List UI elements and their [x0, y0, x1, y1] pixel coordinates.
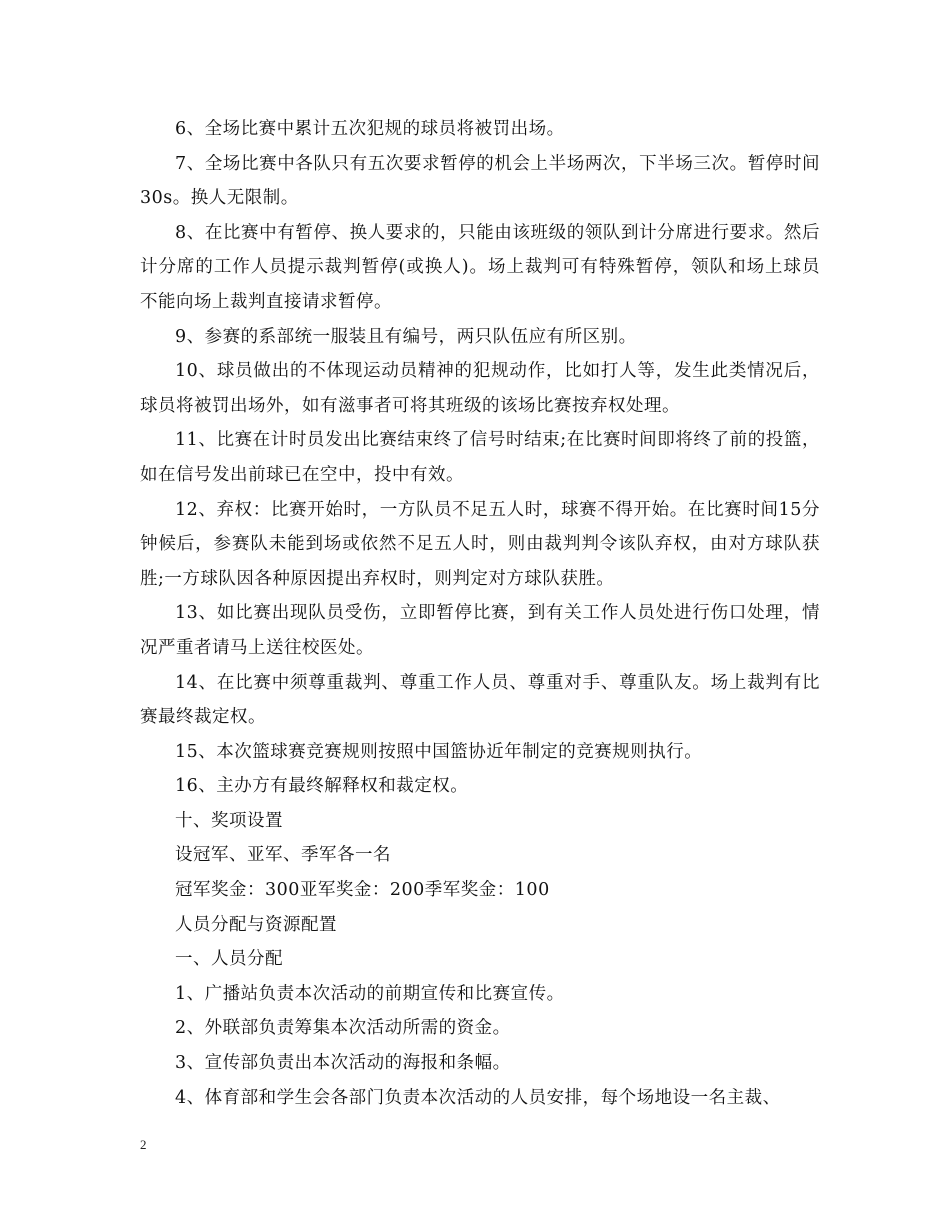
rule-paragraph-7: 7、全场比赛中各队只有五次要求暂停的机会上半场两次，下半场三次。暂停时间30s。换人无限制。 — [140, 153, 820, 209]
rule-paragraph-12: 12、弃权：比赛开始时，一方队员不足五人时，球赛不得开始。在比赛时间15分钟候后，参赛队未能到场或依然不足五人时，则由裁判判令该队弃权，由对方球队获胜;一方球队因各种原因提出弃权时，则判定对方球队获胜。 — [140, 499, 820, 589]
staff-item-4: 4、体育部和学生会各部门负责本次活动的人员安排，每个场地设一名主裁、 — [175, 1087, 781, 1108]
section-heading-staffing: 人员分配与资源配置 — [175, 914, 337, 935]
staff-item-3: 3、宣传部负责出本次活动的海报和条幅。 — [175, 1053, 511, 1074]
awards-line: 设冠军、亚军、季军各一名 — [175, 845, 391, 866]
rule-paragraph-6: 6、全场比赛中累计五次犯规的球员将被罚出场。 — [175, 119, 565, 139]
section-heading-awards: 十、奖项设置 — [175, 810, 283, 831]
rule-paragraph-11: 11、比赛在计时员发出比赛结束终了信号时结束;在比赛时间即将终了前的投篮，如在信号发出前球已在空中，投中有效。 — [140, 430, 820, 485]
rule-paragraph-14: 14、在比赛中须尊重裁判、尊重工作人员、尊重对手、尊重队友。场上裁判有比赛最终裁定权。 — [140, 672, 820, 728]
rule-paragraph-8: 8、在比赛中有暂停、换人要求的，只能由该班级的领队到计分席进行要求。然后计分席的工作人员提示裁判暂停(或换人)。场上裁判可有特殊暂停，领队和场上球员不能向场上裁判直接请求暂停。 — [140, 222, 820, 312]
rule-paragraph-15: 15、本次篮球赛竞赛规则按照中国篮协近年制定的竞赛规则执行。 — [175, 741, 703, 762]
page-number: 2 — [140, 1137, 147, 1152]
staff-item-1: 1、广播站负责本次活动的前期宣传和比赛宣传。 — [175, 983, 565, 1004]
rule-paragraph-9: 9、参赛的系部统一服装且有编号，两只队伍应有所区别。 — [175, 326, 637, 347]
staff-item-2: 2、外联部负责筹集本次活动所需的资金。 — [175, 1018, 511, 1039]
rule-paragraph-10: 10、球员做出的不体现运动员精神的犯规动作，比如打人等，发生此类情况后，球员将被罚出场外，如有滋事者可将其班级的该场比赛按弃权处理。 — [140, 361, 820, 416]
rule-paragraph-13: 13、如比赛出现队员受伤，立即暂停比赛，到有关工作人员处进行伤口处理，情况严重者请马上送往校医处。 — [140, 603, 820, 658]
subsection-heading-staff: 一、人员分配 — [175, 949, 283, 970]
prize-money-line: 冠军奖金：300亚军奖金：200季军奖金：100 — [175, 880, 550, 901]
document-body — [140, 112, 820, 1115]
rule-paragraph-16: 16、主办方有最终解释权和裁定权。 — [175, 776, 469, 797]
